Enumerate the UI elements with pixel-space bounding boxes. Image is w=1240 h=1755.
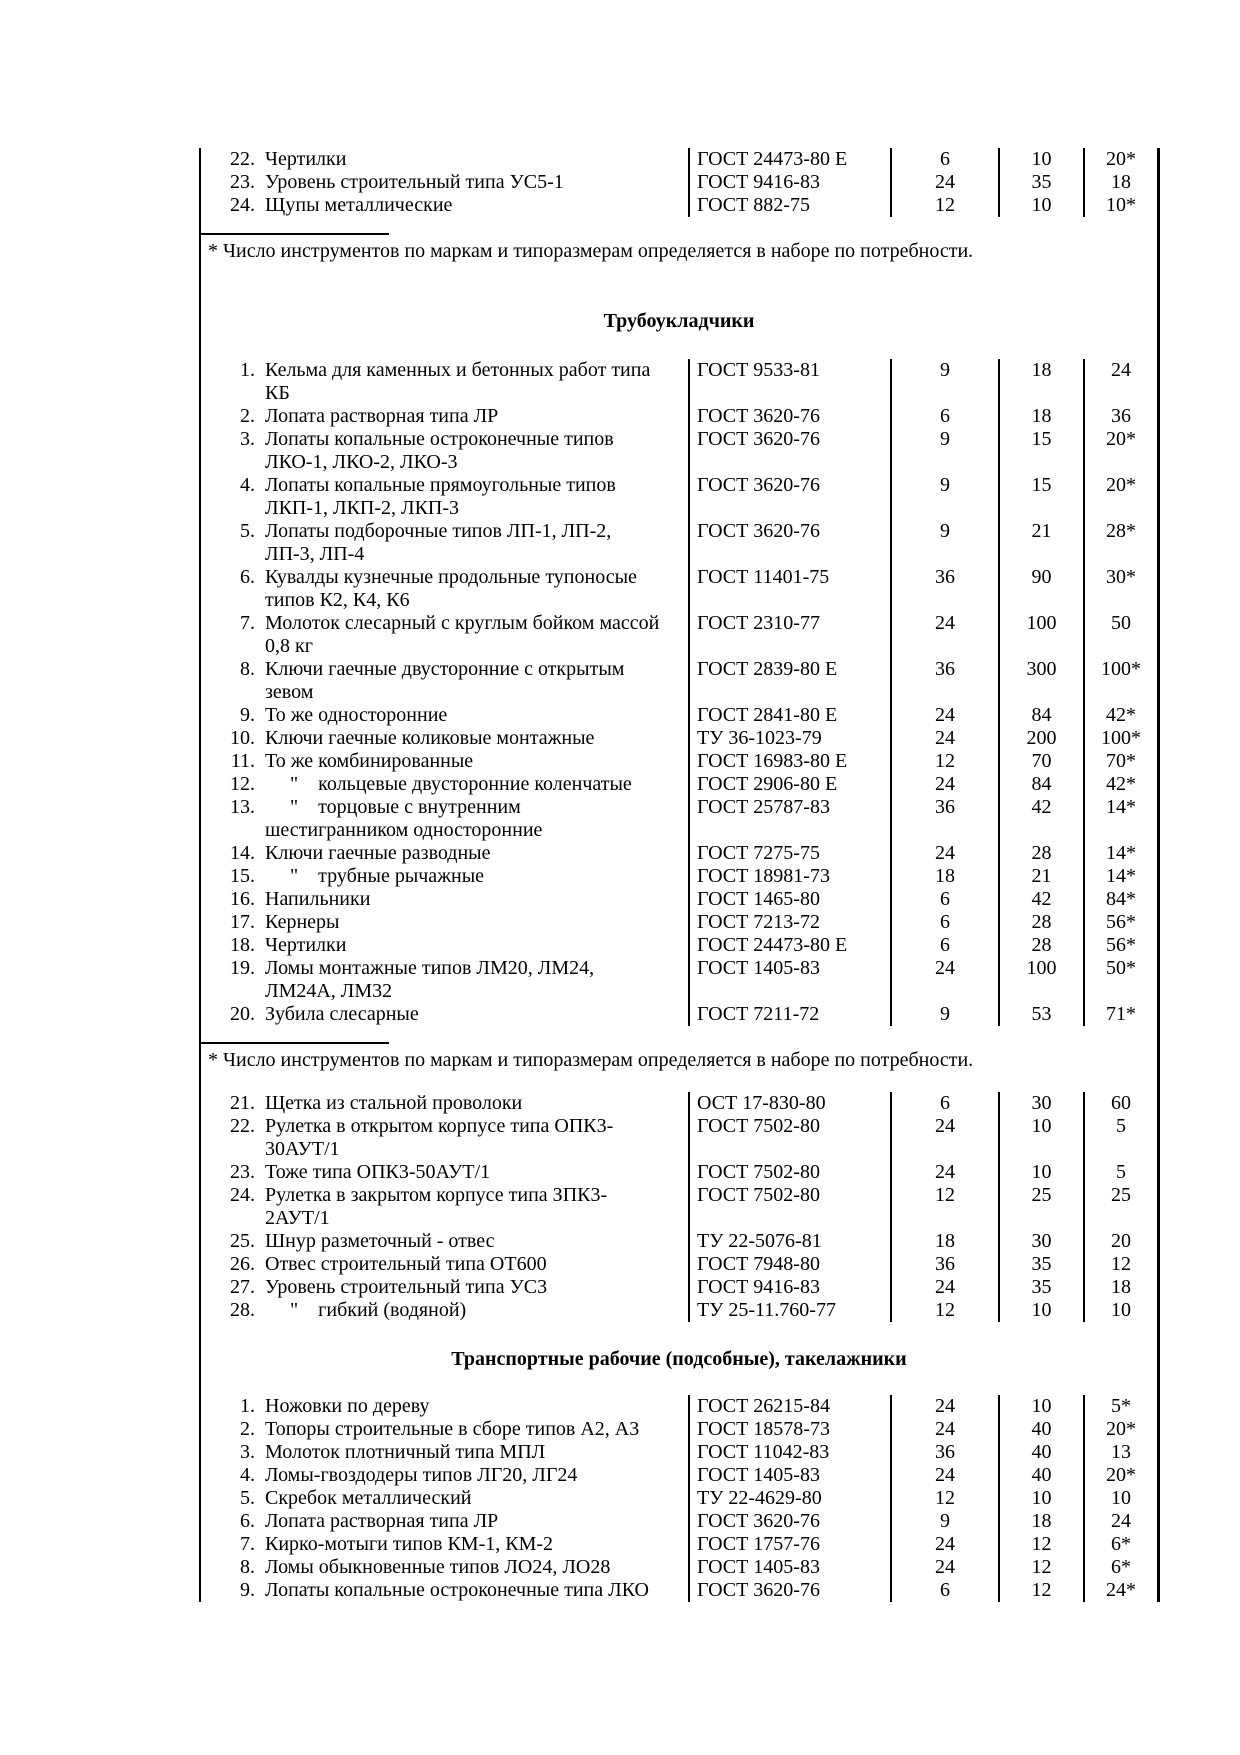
item-number: 12. bbox=[230, 773, 255, 795]
item-name: Кельма для каменных и бетонных работ типа КБ bbox=[265, 359, 656, 404]
value-col1: 9 bbox=[890, 1003, 998, 1026]
value-col1: 9 bbox=[890, 1510, 998, 1533]
item-name: Кувалды кузнечные продольные тупоносые типов К2, К4, К6 bbox=[265, 566, 642, 611]
value-col2: 70 bbox=[998, 750, 1083, 773]
table-row bbox=[201, 1161, 1157, 1184]
value-col2: 10 bbox=[998, 1487, 1083, 1510]
value-col2: 12 bbox=[998, 1533, 1083, 1556]
item-name: Ключи гаечные двусторонние с открытым зевом bbox=[265, 658, 630, 703]
item-name: " кольцевые двусторонние коленчатые bbox=[265, 773, 632, 795]
item-number: 7. bbox=[240, 1533, 255, 1555]
gost-standard: ГОСТ 16983-80 Е bbox=[688, 750, 890, 773]
table-section-continuation bbox=[201, 148, 1157, 263]
value-col3: 5 bbox=[1083, 1161, 1157, 1184]
table-row bbox=[201, 1276, 1157, 1299]
value-col1: 12 bbox=[890, 750, 998, 773]
value-col2: 42 bbox=[998, 888, 1083, 911]
item-name: Ключи гаечные разводные bbox=[265, 842, 491, 864]
value-col1: 12 bbox=[890, 1299, 998, 1322]
table-row bbox=[201, 727, 1157, 750]
table-row bbox=[201, 773, 1157, 796]
table-row bbox=[201, 359, 1157, 405]
gost-standard: ГОСТ 26215-84 bbox=[688, 1395, 890, 1418]
item-name: Топоры строительные в сборе типов А2, А3 bbox=[265, 1418, 640, 1440]
gost-standard: ГОСТ 9533-81 bbox=[688, 359, 890, 405]
value-col1: 9 bbox=[890, 520, 998, 566]
value-col2: 35 bbox=[998, 171, 1083, 194]
value-col2: 10 bbox=[998, 194, 1083, 217]
item-number: 4. bbox=[240, 1464, 255, 1486]
table-row bbox=[201, 1441, 1157, 1464]
gost-standard: ГОСТ 3620-76 bbox=[688, 428, 890, 474]
item-number: 8. bbox=[240, 658, 255, 680]
item-number: 22. bbox=[230, 148, 255, 170]
table-row bbox=[201, 1487, 1157, 1510]
item-number: 9. bbox=[240, 704, 255, 726]
gost-standard: ТУ 25-11.760-77 bbox=[688, 1299, 890, 1322]
value-col2: 84 bbox=[998, 773, 1083, 796]
item-name: Ломы-гвоздодеры типов ЛГ20, ЛГ24 bbox=[265, 1464, 578, 1486]
value-col2: 35 bbox=[998, 1276, 1083, 1299]
item-name: Лопаты копальные остроконечные типа ЛКО bbox=[265, 1579, 649, 1601]
item-name: То же односторонние bbox=[265, 704, 448, 726]
item-number: 6. bbox=[240, 566, 255, 588]
value-col1: 6 bbox=[890, 911, 998, 934]
item-name: Лопата растворная типа ЛР bbox=[265, 405, 499, 427]
item-number: 4. bbox=[240, 474, 255, 496]
value-col2: 300 bbox=[998, 658, 1083, 704]
gost-standard: ГОСТ 1405-83 bbox=[688, 1556, 890, 1579]
gost-standard: ГОСТ 1757-76 bbox=[688, 1533, 890, 1556]
gost-standard: ГОСТ 882-75 bbox=[688, 194, 890, 217]
gost-standard: ГОСТ 7275-75 bbox=[688, 842, 890, 865]
value-col3: 14* bbox=[1083, 865, 1157, 888]
item-number: 8. bbox=[240, 1556, 255, 1578]
value-col3: 14* bbox=[1083, 796, 1157, 842]
item-number: 14. bbox=[230, 842, 255, 864]
table-row bbox=[201, 1395, 1157, 1418]
value-col1: 24 bbox=[890, 704, 998, 727]
value-col2: 18 bbox=[998, 405, 1083, 428]
value-col3: 20* bbox=[1083, 1464, 1157, 1487]
table-row bbox=[201, 428, 1157, 474]
item-name: Кернеры bbox=[265, 911, 340, 933]
item-number: 25. bbox=[230, 1230, 255, 1252]
footnote bbox=[201, 233, 1157, 263]
item-name: Чертилки bbox=[265, 148, 347, 170]
value-col1: 24 bbox=[890, 957, 998, 1003]
value-col3: 20* bbox=[1083, 428, 1157, 474]
table-row bbox=[201, 865, 1157, 888]
value-col3: 84* bbox=[1083, 888, 1157, 911]
item-name: " трубные рычажные bbox=[265, 865, 485, 887]
gost-standard: ГОСТ 3620-76 bbox=[688, 1510, 890, 1533]
gost-standard: ГОСТ 24473-80 Е bbox=[688, 934, 890, 957]
table-section-transport-workers bbox=[201, 1348, 1157, 1602]
gost-standard: ТУ 22-5076-81 bbox=[688, 1230, 890, 1253]
table-row bbox=[201, 1230, 1157, 1253]
table-row bbox=[201, 1510, 1157, 1533]
value-col3: 20* bbox=[1083, 1418, 1157, 1441]
item-number: 19. bbox=[230, 957, 255, 979]
table-section-pipelayers bbox=[201, 310, 1157, 1072]
value-col3: 42* bbox=[1083, 704, 1157, 727]
value-col1: 6 bbox=[890, 148, 998, 171]
rows-group bbox=[201, 359, 1157, 1026]
value-col3: 6* bbox=[1083, 1556, 1157, 1579]
value-col3: 28* bbox=[1083, 520, 1157, 566]
gost-standard: ТУ 36-1023-79 bbox=[688, 727, 890, 750]
value-col1: 24 bbox=[890, 1395, 998, 1418]
gost-standard: ГОСТ 3620-76 bbox=[688, 1579, 890, 1602]
item-name: Отвес строительный типа ОТ600 bbox=[265, 1253, 547, 1275]
value-col1: 36 bbox=[890, 796, 998, 842]
value-col2: 100 bbox=[998, 957, 1083, 1003]
item-name: Рулетка в открытом корпусе типа ОПК3-30АУТ/1 bbox=[265, 1115, 614, 1160]
item-number: 2. bbox=[240, 405, 255, 427]
table-row bbox=[201, 1533, 1157, 1556]
item-number: 21. bbox=[230, 1092, 255, 1114]
value-col3: 24 bbox=[1083, 1510, 1157, 1533]
item-number: 23. bbox=[230, 171, 255, 193]
table-row bbox=[201, 171, 1157, 194]
value-col1: 36 bbox=[890, 658, 998, 704]
value-col2: 15 bbox=[998, 428, 1083, 474]
value-col3: 42* bbox=[1083, 773, 1157, 796]
value-col3: 18 bbox=[1083, 171, 1157, 194]
value-col1: 24 bbox=[890, 727, 998, 750]
value-col3: 50 bbox=[1083, 612, 1157, 658]
item-number: 9. bbox=[240, 1579, 255, 1601]
item-name: " гибкий (водяной) bbox=[265, 1299, 467, 1321]
value-col2: 28 bbox=[998, 911, 1083, 934]
gost-standard: ГОСТ 1465-80 bbox=[688, 888, 890, 911]
section-heading: Транспортные рабочие (подсобные), такелажники bbox=[451, 1348, 907, 1370]
item-number: 3. bbox=[240, 1441, 255, 1463]
value-col2: 15 bbox=[998, 474, 1083, 520]
item-name: Щупы металлические bbox=[265, 194, 453, 216]
item-name: Лопаты подборочные типов ЛП-1, ЛП-2, ЛП-3, ЛП-4 bbox=[265, 520, 617, 565]
gost-standard: ГОСТ 7213-72 bbox=[688, 911, 890, 934]
table-row bbox=[201, 566, 1157, 612]
value-col2: 12 bbox=[998, 1556, 1083, 1579]
gost-standard: ГОСТ 7502-80 bbox=[688, 1161, 890, 1184]
table-row bbox=[201, 1092, 1157, 1115]
value-col2: 18 bbox=[998, 359, 1083, 405]
value-col1: 36 bbox=[890, 1441, 998, 1464]
item-name: " торцовые с внутренним шестигранником односторонние bbox=[265, 796, 543, 841]
tools-table bbox=[199, 148, 1160, 1602]
item-name: Скребок металлический bbox=[265, 1487, 472, 1509]
gost-standard: ГОСТ 1405-83 bbox=[688, 1464, 890, 1487]
value-col3: 10 bbox=[1083, 1487, 1157, 1510]
table-row bbox=[201, 704, 1157, 727]
item-name: Уровень строительный типа УС5-1 bbox=[265, 171, 564, 193]
item-number: 7. bbox=[240, 612, 255, 634]
value-col1: 24 bbox=[890, 1115, 998, 1161]
table-row bbox=[201, 957, 1157, 1003]
value-col3: 70* bbox=[1083, 750, 1157, 773]
value-col1: 6 bbox=[890, 1092, 998, 1115]
item-number: 1. bbox=[240, 359, 255, 381]
item-name: Рулетка в закрытом корпусе типа ЗПК3-2АУТ/1 bbox=[265, 1184, 608, 1229]
value-col1: 9 bbox=[890, 359, 998, 405]
value-col2: 18 bbox=[998, 1510, 1083, 1533]
value-col3: 20* bbox=[1083, 148, 1157, 171]
footnote-text: * Число инструментов по маркам и типоразмерам определяется в наборе по потребности. bbox=[208, 240, 974, 262]
value-col2: 42 bbox=[998, 796, 1083, 842]
value-col2: 100 bbox=[998, 612, 1083, 658]
value-col2: 40 bbox=[998, 1441, 1083, 1464]
item-name: Ломы обыкновенные типов ЛО24, ЛО28 bbox=[265, 1556, 611, 1578]
value-col2: 53 bbox=[998, 1003, 1083, 1026]
value-col1: 24 bbox=[890, 171, 998, 194]
item-name: Чертилки bbox=[265, 934, 347, 956]
table-row bbox=[201, 520, 1157, 566]
value-col1: 24 bbox=[890, 1464, 998, 1487]
value-col2: 40 bbox=[998, 1464, 1083, 1487]
value-col1: 24 bbox=[890, 1276, 998, 1299]
table-row bbox=[201, 1115, 1157, 1161]
value-col3: 13 bbox=[1083, 1441, 1157, 1464]
value-col2: 28 bbox=[998, 842, 1083, 865]
rows-group bbox=[201, 1092, 1157, 1322]
value-col1: 12 bbox=[890, 194, 998, 217]
item-number: 24. bbox=[230, 194, 255, 216]
table-row bbox=[201, 612, 1157, 658]
gost-standard: ГОСТ 24473-80 Е bbox=[688, 148, 890, 171]
gost-standard: ОСТ 17-830-80 bbox=[688, 1092, 890, 1115]
item-name: Кирко-мотыги типов КМ-1, КМ-2 bbox=[265, 1533, 554, 1555]
table-row bbox=[201, 796, 1157, 842]
gost-standard: ГОСТ 7502-80 bbox=[688, 1115, 890, 1161]
value-col3: 18 bbox=[1083, 1276, 1157, 1299]
value-col1: 24 bbox=[890, 1161, 998, 1184]
value-col1: 24 bbox=[890, 1533, 998, 1556]
value-col2: 25 bbox=[998, 1184, 1083, 1230]
item-name: То же комбинированные bbox=[265, 750, 474, 772]
item-number: 3. bbox=[240, 428, 255, 450]
value-col1: 18 bbox=[890, 1230, 998, 1253]
value-col2: 10 bbox=[998, 148, 1083, 171]
value-col1: 6 bbox=[890, 934, 998, 957]
gost-standard: ГОСТ 2310-77 bbox=[688, 612, 890, 658]
gost-standard: ГОСТ 2839-80 Е bbox=[688, 658, 890, 704]
item-name: Зубила слесарные bbox=[265, 1003, 419, 1025]
value-col3: 30* bbox=[1083, 566, 1157, 612]
item-name: Шнур разметочный - отвес bbox=[265, 1230, 495, 1252]
gost-standard: ТУ 22-4629-80 bbox=[688, 1487, 890, 1510]
value-col3: 5 bbox=[1083, 1115, 1157, 1161]
value-col3: 71* bbox=[1083, 1003, 1157, 1026]
item-number: 6. bbox=[240, 1510, 255, 1532]
item-number: 26. bbox=[230, 1253, 255, 1275]
item-number: 10. bbox=[230, 727, 255, 749]
value-col3: 56* bbox=[1083, 934, 1157, 957]
item-number: 22. bbox=[230, 1115, 255, 1137]
item-number: 20. bbox=[230, 1003, 255, 1025]
item-name: Лопата растворная типа ЛР bbox=[265, 1510, 499, 1532]
value-col2: 10 bbox=[998, 1299, 1083, 1322]
table-row bbox=[201, 1003, 1157, 1026]
table-row bbox=[201, 474, 1157, 520]
item-number: 24. bbox=[230, 1184, 255, 1206]
value-col1: 36 bbox=[890, 1253, 998, 1276]
table-row bbox=[201, 405, 1157, 428]
gost-standard: ГОСТ 3620-76 bbox=[688, 520, 890, 566]
item-number: 23. bbox=[230, 1161, 255, 1183]
value-col1: 24 bbox=[890, 612, 998, 658]
item-number: 13. bbox=[230, 796, 255, 818]
value-col1: 24 bbox=[890, 1418, 998, 1441]
gost-standard: ГОСТ 7948-80 bbox=[688, 1253, 890, 1276]
gost-standard: ГОСТ 11401-75 bbox=[688, 566, 890, 612]
value-col1: 9 bbox=[890, 428, 998, 474]
gost-standard: ГОСТ 18981-73 bbox=[688, 865, 890, 888]
value-col1: 6 bbox=[890, 1579, 998, 1602]
value-col3: 24* bbox=[1083, 1579, 1157, 1602]
item-name: Ключи гаечные коликовые монтажные bbox=[265, 727, 595, 749]
value-col2: 21 bbox=[998, 520, 1083, 566]
gost-standard: ГОСТ 18578-73 bbox=[688, 1418, 890, 1441]
item-number: 18. bbox=[230, 934, 255, 956]
gost-standard: ГОСТ 11042-83 bbox=[688, 1441, 890, 1464]
item-number: 17. bbox=[230, 911, 255, 933]
value-col2: 30 bbox=[998, 1230, 1083, 1253]
value-col3: 60 bbox=[1083, 1092, 1157, 1115]
gost-standard: ГОСТ 1405-83 bbox=[688, 957, 890, 1003]
item-number: 1. bbox=[240, 1395, 255, 1417]
value-col3: 100* bbox=[1083, 727, 1157, 750]
gost-standard: ГОСТ 2841-80 Е bbox=[688, 704, 890, 727]
value-col2: 10 bbox=[998, 1161, 1083, 1184]
table-row bbox=[201, 911, 1157, 934]
table-row bbox=[201, 750, 1157, 773]
footnote-rule bbox=[201, 233, 389, 235]
table-row bbox=[201, 1184, 1157, 1230]
value-col2: 30 bbox=[998, 1092, 1083, 1115]
item-name: Лопаты копальные остроконечные типов ЛКО-1, ЛКО-2, ЛКО-3 bbox=[265, 428, 619, 473]
item-name: Молоток слесарный с круглым бойком массой 0,8 кг bbox=[265, 612, 665, 657]
gost-standard: ГОСТ 2906-80 Е bbox=[688, 773, 890, 796]
gost-standard: ГОСТ 9416-83 bbox=[688, 1276, 890, 1299]
table-row bbox=[201, 1556, 1157, 1579]
item-name: Молоток плотничный типа МПЛ bbox=[265, 1441, 546, 1463]
value-col1: 6 bbox=[890, 888, 998, 911]
value-col3: 50* bbox=[1083, 957, 1157, 1003]
value-col1: 18 bbox=[890, 865, 998, 888]
value-col1: 9 bbox=[890, 474, 998, 520]
gost-standard: ГОСТ 3620-76 bbox=[688, 474, 890, 520]
rows-group bbox=[201, 1395, 1157, 1602]
rows-group bbox=[201, 148, 1157, 217]
item-number: 5. bbox=[240, 1487, 255, 1509]
value-col2: 10 bbox=[998, 1395, 1083, 1418]
value-col3: 14* bbox=[1083, 842, 1157, 865]
item-name: Уровень строительный типа УС3 bbox=[265, 1276, 548, 1298]
value-col2: 35 bbox=[998, 1253, 1083, 1276]
value-col3: 20* bbox=[1083, 474, 1157, 520]
value-col2: 21 bbox=[998, 865, 1083, 888]
item-name: Щетка из стальной проволоки bbox=[265, 1092, 523, 1114]
gost-standard: ГОСТ 25787-83 bbox=[688, 796, 890, 842]
table-row bbox=[201, 1418, 1157, 1441]
value-col2: 40 bbox=[998, 1418, 1083, 1441]
item-name: Лопаты копальные прямоугольные типов ЛКП-1, ЛКП-2, ЛКП-3 bbox=[265, 474, 621, 519]
value-col3: 10 bbox=[1083, 1299, 1157, 1322]
item-name: Напильники bbox=[265, 888, 371, 910]
table-row bbox=[201, 842, 1157, 865]
gost-standard: ГОСТ 9416-83 bbox=[688, 171, 890, 194]
footnote bbox=[201, 1042, 1157, 1072]
value-col2: 84 bbox=[998, 704, 1083, 727]
value-col3: 12 bbox=[1083, 1253, 1157, 1276]
item-number: 11. bbox=[230, 750, 255, 772]
table-row bbox=[201, 934, 1157, 957]
value-col3: 56* bbox=[1083, 911, 1157, 934]
item-name: Тоже типа ОПК3-50АУТ/1 bbox=[265, 1161, 491, 1183]
section-heading: Трубоукладчики bbox=[603, 310, 755, 332]
gost-standard: ГОСТ 7502-80 bbox=[688, 1184, 890, 1230]
table-row bbox=[201, 1579, 1157, 1602]
value-col1: 24 bbox=[890, 773, 998, 796]
table-row bbox=[201, 194, 1157, 217]
value-col2: 90 bbox=[998, 566, 1083, 612]
item-number: 16. bbox=[230, 888, 255, 910]
item-name: Ножовки по дереву bbox=[265, 1395, 430, 1417]
table-row bbox=[201, 658, 1157, 704]
item-number: 15. bbox=[230, 865, 255, 887]
value-col3: 5* bbox=[1083, 1395, 1157, 1418]
value-col3: 100* bbox=[1083, 658, 1157, 704]
item-number: 2. bbox=[240, 1418, 255, 1440]
value-col1: 12 bbox=[890, 1184, 998, 1230]
gost-standard: ГОСТ 7211-72 bbox=[688, 1003, 890, 1026]
value-col3: 6* bbox=[1083, 1533, 1157, 1556]
table-row bbox=[201, 1464, 1157, 1487]
footnote-rule bbox=[201, 1042, 389, 1044]
value-col2: 12 bbox=[998, 1579, 1083, 1602]
value-col1: 36 bbox=[890, 566, 998, 612]
value-col2: 28 bbox=[998, 934, 1083, 957]
value-col3: 24 bbox=[1083, 359, 1157, 405]
table-section-continuation-2 bbox=[201, 1092, 1157, 1322]
value-col3: 20 bbox=[1083, 1230, 1157, 1253]
value-col2: 10 bbox=[998, 1115, 1083, 1161]
gost-standard: ГОСТ 3620-76 bbox=[688, 405, 890, 428]
item-number: 28. bbox=[230, 1299, 255, 1321]
footnote-text: * Число инструментов по маркам и типоразмерам определяется в наборе по потребности. bbox=[208, 1049, 974, 1071]
table-row bbox=[201, 888, 1157, 911]
item-name: Ломы монтажные типов ЛМ20, ЛМ24, ЛМ24А, ЛМ32 bbox=[265, 957, 600, 1002]
value-col1: 12 bbox=[890, 1487, 998, 1510]
item-number: 5. bbox=[240, 520, 255, 542]
value-col3: 10* bbox=[1083, 194, 1157, 217]
item-number: 27. bbox=[230, 1276, 255, 1298]
value-col2: 200 bbox=[998, 727, 1083, 750]
table-row bbox=[201, 148, 1157, 171]
value-col3: 36 bbox=[1083, 405, 1157, 428]
value-col1: 24 bbox=[890, 842, 998, 865]
table-row bbox=[201, 1299, 1157, 1322]
value-col1: 24 bbox=[890, 1556, 998, 1579]
table-row bbox=[201, 1253, 1157, 1276]
value-col1: 6 bbox=[890, 405, 998, 428]
value-col3: 25 bbox=[1083, 1184, 1157, 1230]
